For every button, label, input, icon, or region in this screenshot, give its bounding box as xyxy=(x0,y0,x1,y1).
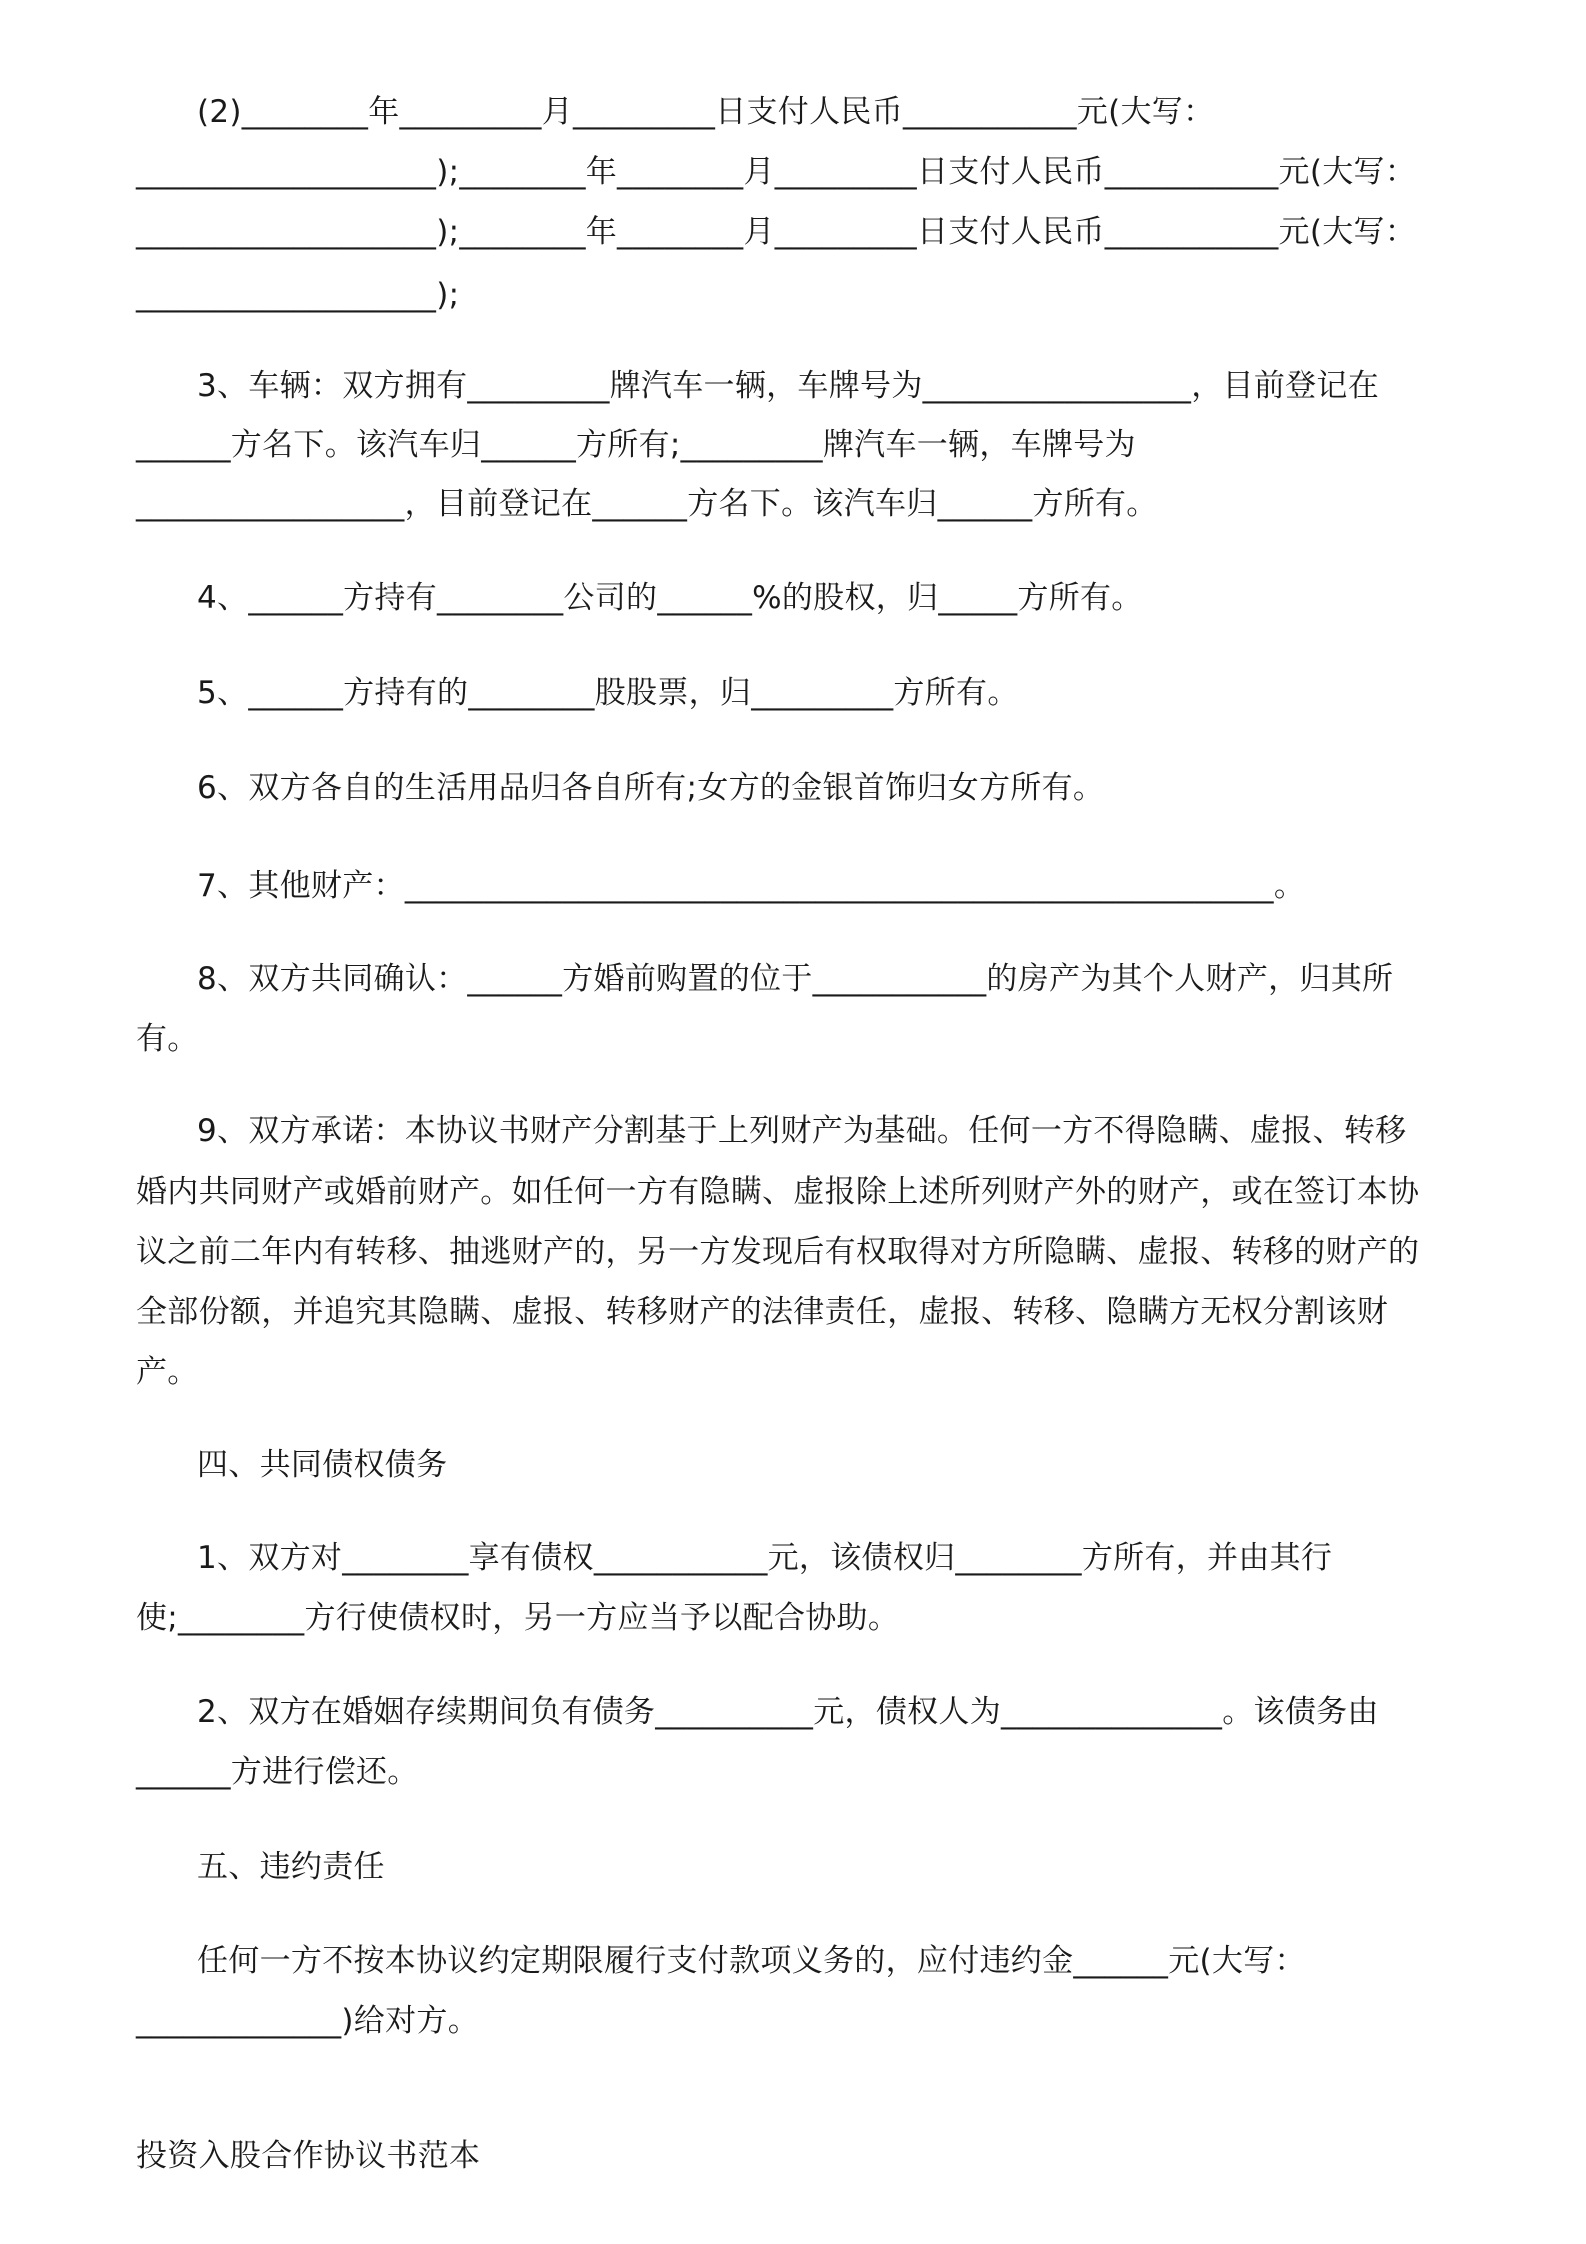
doc-line-payment-2b: ___________________);________年________月_________日支付人民币___________元(大写： xyxy=(136,154,1417,190)
next-document-title: 投资入股合作协议书范本 xyxy=(136,2138,481,2174)
doc-line-payment-2d: ___________________); xyxy=(136,277,460,313)
doc-line-vehicle-1: 3、车辆：双方拥有_________牌汽车一辆，车牌号为_________________，目前登记在 xyxy=(197,368,1380,404)
doc-line-other-property: 7、其他财产：_______________________________________________________。 xyxy=(197,868,1306,904)
doc-line-personal-items: 6、双方各自的生活用品归各自所有;女方的金银首饰归女方所有。 xyxy=(197,770,1105,806)
doc-line-vehicle-2: ______方名下。该汽车归______方所有;_________牌汽车一辆，车牌号为 xyxy=(136,427,1136,463)
doc-line-vehicle-3: _________________，目前登记在______方名下。该汽车归______方所有。 xyxy=(136,486,1158,522)
doc-line-stocks: 5、______方持有的________股股票，归_________方所有。 xyxy=(197,675,1019,711)
doc-line-breach-2: _____________)给对方。 xyxy=(136,2003,479,2039)
doc-line-payment-2c: ___________________);________年________月_________日支付人民币___________元(大写： xyxy=(136,214,1417,250)
doc-line-credit-2: 使;________方行使债权时，另一方应当予以配合协助。 xyxy=(136,1600,900,1636)
doc-line-confirm-2: 有。 xyxy=(136,1021,199,1057)
section-heading-breach: 五、违约责任 xyxy=(197,1849,385,1885)
doc-line-promise-1: 9、双方承诺：本协议书财产分割基于上列财产为基础。任何一方不得隐瞒、虚报、转移 xyxy=(197,1113,1407,1149)
doc-line-payment-2: (2)________年_________月_________日支付人民币___________元(大写： xyxy=(197,94,1215,130)
doc-line-promise-4: 全部份额，并追究其隐瞒、虚报、转移财产的法律责任，虚报、转移、隐瞒方无权分割该财 xyxy=(136,1294,1388,1330)
doc-line-debt-1: 2、双方在婚姻存续期间负有债务__________元，债权人为______________。该债务由 xyxy=(197,1694,1379,1730)
doc-line-equity: 4、______方持有________公司的______%的股权，归_____方所有。 xyxy=(197,580,1143,616)
doc-line-credit-1: 1、双方对________享有债权___________元，该债权归________方所有，并由其行 xyxy=(197,1540,1333,1576)
doc-line-breach-1: 任何一方不按本协议约定期限履行支付款项义务的，应付违约金______元(大写： xyxy=(197,1943,1306,1979)
doc-line-promise-3: 议之前二年内有转移、抽逃财产的，另一方发现后有权取得对方所隐瞒、虚报、转移的财产的 xyxy=(136,1234,1420,1270)
doc-line-confirm-1: 8、双方共同确认：______方婚前购置的位于___________的房产为其个人财产，归其所 xyxy=(197,961,1394,997)
doc-line-promise-5: 产。 xyxy=(136,1354,199,1390)
doc-line-promise-2: 婚内共同财产或婚前财产。如任何一方有隐瞒、虚报除上述所列财产外的财产，或在签订本协 xyxy=(136,1174,1420,1210)
section-heading-debts: 四、共同债权债务 xyxy=(197,1447,448,1483)
doc-line-debt-2: ______方进行偿还。 xyxy=(136,1754,419,1790)
